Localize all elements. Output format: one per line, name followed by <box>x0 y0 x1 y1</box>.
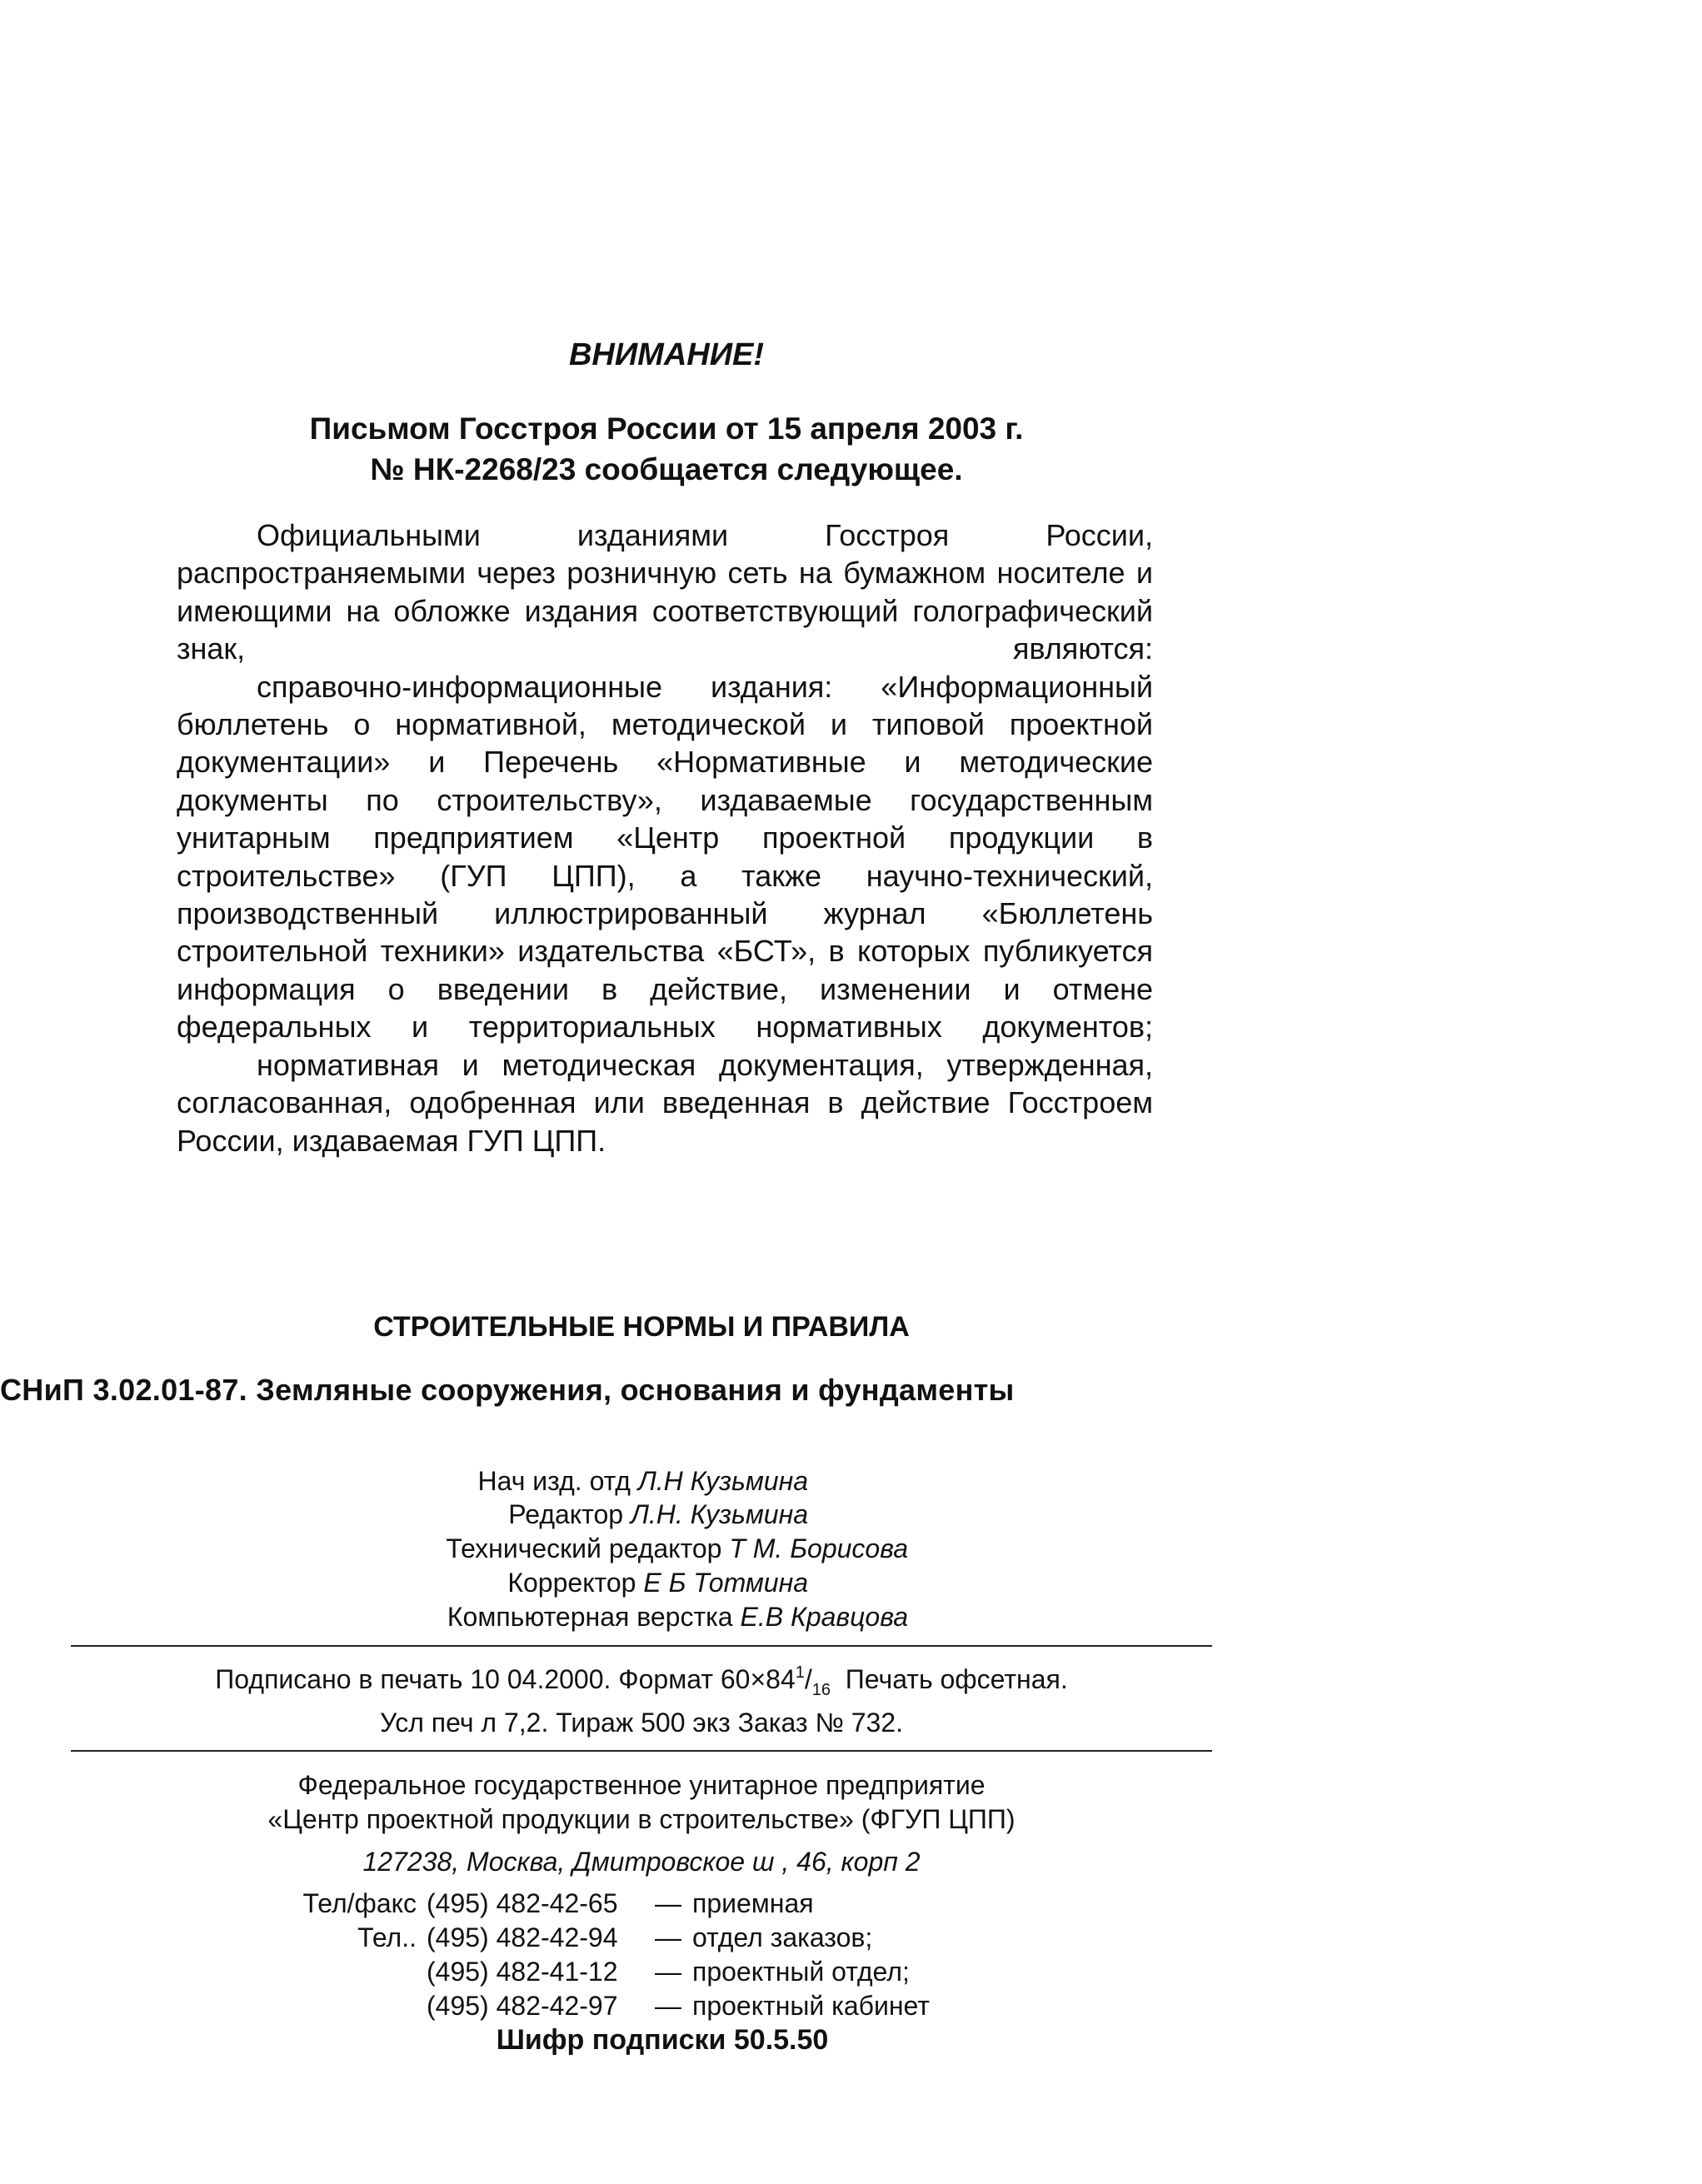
format-numerator: 1 <box>795 1663 805 1682</box>
phone-description: приемная <box>692 1888 814 1918</box>
phone-row <box>267 1922 872 1953</box>
notice-body <box>177 516 1153 1159</box>
phone-description: проектный отдел; <box>692 1957 910 1987</box>
credit-line <box>250 1602 908 1633</box>
credit-name: Л.Н. Кузьмина <box>630 1499 808 1529</box>
format-denominator: 16 <box>811 1681 831 1699</box>
print-type: Печать офсетная. <box>845 1664 1068 1694</box>
phone-dash: — <box>655 1888 681 1918</box>
phone-label: Тел/факс <box>302 1888 417 1918</box>
phone-dash: — <box>655 1991 681 2021</box>
divider <box>71 1750 1212 1752</box>
credit-role: Корректор <box>507 1568 636 1598</box>
credit-role: Технический редактор <box>446 1533 722 1563</box>
phone-row <box>267 1957 910 1987</box>
phone-description: отдел заказов; <box>692 1922 873 1952</box>
document-title: СНиП 3.02.01-87. Земляные сооружения, основания и фундаменты <box>0 1373 1015 1407</box>
credit-role: Нач изд. отд <box>477 1466 631 1496</box>
credit-name: Л.Н Кузьмина <box>637 1466 808 1496</box>
phone-row <box>267 1888 814 1919</box>
phone-number: (495) 482-42-97 <box>427 1991 618 2021</box>
phone-number: (495) 482-42-94 <box>427 1922 618 1952</box>
body-paragraph: нормативная и методическая документация, утвержденная, согласованная, одобренная или введенная в действие Госстроем России, издаваемая ГУП ЦПП. <box>177 1047 1153 1158</box>
publisher-name-line-1: Федеральное государственное унитарное предприятие <box>297 1770 986 1800</box>
subscription-code: Шифр подписки 50.5.50 <box>496 2024 829 2056</box>
credit-role: Компьютерная верстка <box>447 1602 733 1632</box>
publisher-name-line-2: «Центр проектной продукции в строительстве» (ФГУП ЦПП) <box>267 1804 1016 1834</box>
publisher-address: 127238, Москва, Дмитровское ш , 46, корп 2 <box>362 1847 921 1877</box>
credit-line <box>250 1533 908 1564</box>
format-slash: / <box>804 1664 812 1694</box>
body-paragraph: справочно-информационные издания: «Информационный бюллетень о нормативной, методической и типовой проектной документации» и Перечень «Нормативные и методические документы по строительству», издаваемые государственным унитарным предприятием «Центр проектной продукции в строительстве» (ГУП ЦПП), а также научно-технический, производственный иллюстрированный журнал «Бюллетень строительной техники» издательства «БСТ», в которых публикуется информация о введении в действие, изменении и отмене федеральных и территориальных нормативных документов; <box>177 669 1153 1045</box>
print-run-line: Усл печ л 7,2. Тираж 500 экз Заказ № 732. <box>380 1708 903 1738</box>
phone-dash: — <box>655 1957 681 1987</box>
body-paragraph: Официальными изданиями Госстроя России, распространяемыми через розничную сеть на бумажном носителе и имеющими на обложке издания соответствующий голографический знак, являются: <box>177 518 1153 666</box>
credit-name: Е.В Кравцова <box>740 1602 908 1632</box>
signed-text: Подписано в печать 10 04.2000. Формат 60×84 <box>215 1664 796 1694</box>
credit-name: Е Б Тотмина <box>643 1568 808 1598</box>
credit-name: Т М. Борисова <box>729 1533 908 1563</box>
phone-label: Тел.. <box>357 1922 417 1952</box>
phone-number: (495) 482-42-65 <box>427 1888 618 1918</box>
phone-row <box>267 1991 930 2022</box>
section-title: СТРОИТЕЛЬНЫЕ НОРМЫ И ПРАВИЛА <box>373 1311 910 1343</box>
letter-reference-line-1: Письмом Госстроя России от 15 апреля 2003 г. <box>309 411 1024 446</box>
credit-line <box>325 1499 808 1530</box>
credit-role: Редактор <box>508 1499 624 1529</box>
divider <box>71 1645 1212 1647</box>
signed-to-print-line <box>71 1663 1212 1699</box>
phone-description: проектный кабинет <box>692 1991 930 2021</box>
attention-heading: ВНИМАНИЕ! <box>568 337 765 372</box>
letter-reference-line-2: № НК-2268/23 сообщается следующее. <box>370 452 963 486</box>
credit-line <box>325 1466 808 1497</box>
credit-line <box>325 1568 808 1598</box>
phone-dash: — <box>655 1922 681 1952</box>
phone-number: (495) 482-41-12 <box>427 1957 618 1987</box>
